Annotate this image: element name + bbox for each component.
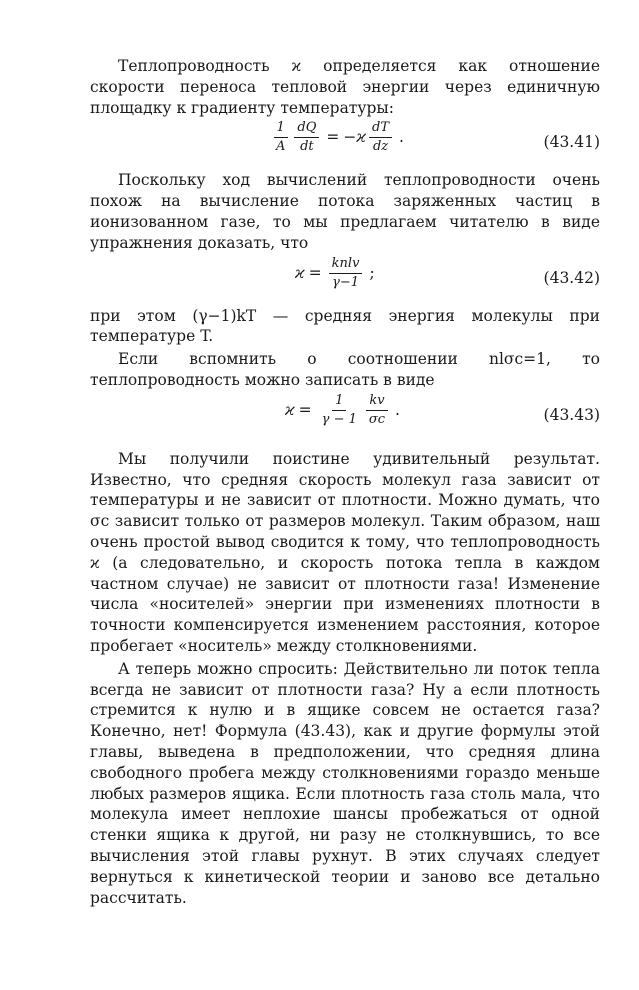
paragraph-low-density-question: А теперь можно спросить: Действительно ли поток тепла всегда не зависит от плотности газа? Ну а если плотность стремится к нулю и в ящике совсем не остается газа? Конечно, нет! Формула (43.43), как и другие формулы этой главы, выведена в предположении, что средняя длина свободного пробега между столкновениями гораздо меньше любых размеров ящика. Если плотность газа столь мала, что молекула имеет неплохие шансы пробежаться от одной стенки ящика к другой, ни разу не столкнувшись, то все вычисления этой главы рухнут. В этих случаях следует вернуться к кинетической теории и заново все детально рассчитать. — [90, 659, 600, 907]
page-text — [90, 56, 600, 908]
paragraph-calculation-similarity: Поскольку ход вычислений теплопроводности очень похож на вычисление потока заряженных частиц в ионизованном газе, то мы предлагаем читателю в виде упражнения доказать, что — [90, 171, 600, 252]
fraction-dt-dz: $\frac{dT}{dz}$ — [369, 120, 392, 155]
equation-number: (43.43) — [543, 405, 600, 424]
equation-43-41 — [90, 120, 600, 164]
fraction-dq-dt: $\frac{dQ}{dt}$ — [294, 120, 319, 155]
paragraph-surprising-result: Мы получили поистине удивительный результат. Известно, что средняя скорость молекул газа зависит от температуры и не зависит от плотности. Можно думать, что σc зависит только от размеров молекул. Таким образом, наш очень простой вывод сводится к тому, что теплопроводность ϰ (а следовательно, и скорость потока тепла в каждом частном случае) не зависит от плотности газа! Изменение числа «носителей» энергии при изменениях плотности в точности компенсируется изменением расстояния, которое пробегает «носитель» между столкновениями. — [90, 449, 600, 655]
fraction-knlv-over-gamma: $\frac{\text{knlv}}{\gamma-1}$ — [329, 256, 363, 291]
equation-number: (43.42) — [543, 268, 600, 287]
equation-43-41-formula: $\frac{1}{A}$ $\frac{dQ}{dt}$ = −ϰ $\frac{dT}{dz}$ . — [270, 120, 408, 155]
paragraph-relation-reminder: Если вспомнить о соотношении nlσc=1, то теплопроводность можно записать в виде — [90, 350, 600, 389]
fraction-one-over-a: $\frac{1}{A}$ — [273, 120, 288, 155]
equation-43-43-formula: ϰ = $\frac{1}{\gamma - 1}$ $\frac{kv}{\sigma c}$ . — [285, 392, 400, 427]
equation-43-42 — [90, 256, 600, 300]
fraction-kv-over-sigma: $\frac{kv}{\sigma c}$ — [366, 393, 388, 428]
equation-43-43 — [90, 393, 600, 437]
equation-43-42-formula: ϰ = $\frac{\text{knlv}}{\gamma-1}$ ; — [295, 255, 375, 290]
fraction-one-over-gamma: $\frac{1}{\gamma - 1}$ — [321, 392, 357, 427]
paragraph-thermal-conductivity-definition: Теплопроводность ϰ определяется как отношение скорости переноса тепловой энергии через единичную площадку к градиенту температуры: — [90, 57, 600, 117]
paragraph-mean-energy: при этом (γ−1)kT — средняя энергия молекулы при температуре T. — [90, 306, 600, 346]
equation-number: (43.41) — [543, 133, 600, 152]
